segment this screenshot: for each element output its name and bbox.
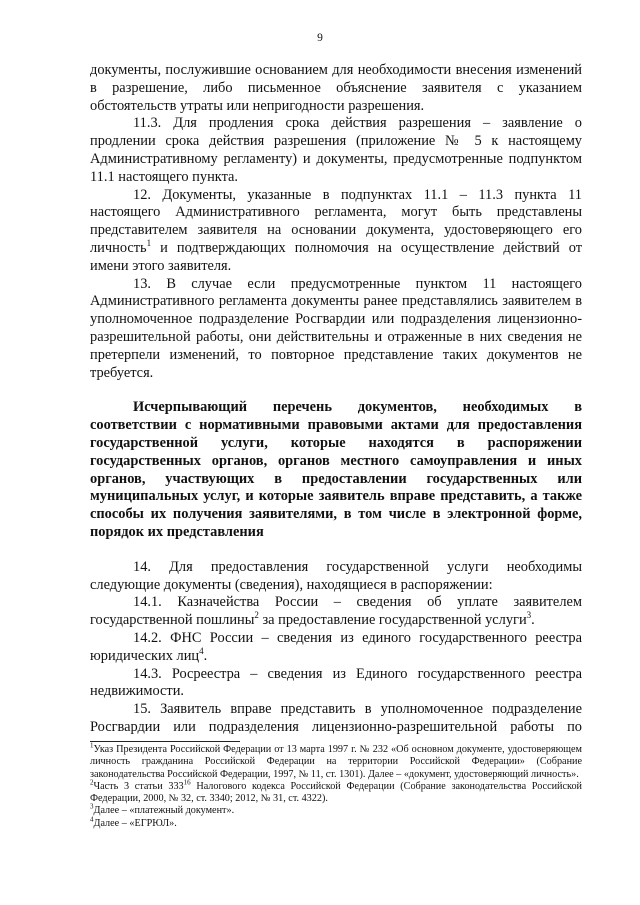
paragraph-continuation: документы, послужившие основанием для необходимости внесения изменений в разрешение, либо письменное объяснение заявителя с указанием обстоятельств утраты или непригодности разрешения. bbox=[90, 62, 582, 114]
footnote-ref-2: 2 bbox=[254, 610, 259, 621]
footnote-ref-1: 1 bbox=[146, 238, 152, 249]
footnote-2-mark: 2 bbox=[90, 778, 94, 787]
paragraph-14-3: 14.3. Росреестра – сведения из Единого государственного реестра недвижимости. bbox=[90, 665, 582, 700]
footnote-3-mark: 3 bbox=[90, 803, 94, 812]
spacer bbox=[90, 542, 582, 559]
footnote-4 bbox=[90, 815, 582, 830]
footnote-2-article-sup: 16 bbox=[183, 778, 191, 787]
footnote-2 bbox=[90, 778, 583, 806]
paragraph-14-1-text-c: . bbox=[531, 612, 535, 629]
section-heading: Исчерпывающий перечень документов, необходимых в соответствии с нормативными правовыми актами для предоставления государственной услуги, которые находятся в распоряжении государственных органов, органов местного самоуправления и иных органов, участвующих в предоставлении государственных или муниципальных услуг, и которые заявитель вправе представить, а также способы их получения заявителями, в том числе в электронной форме, порядок их представления bbox=[90, 399, 582, 540]
paragraph-14-2 bbox=[90, 630, 582, 666]
paragraph-14-1-text-a: 14.1. Казначейства России – сведения об уплате заявителем государственной пошлины bbox=[90, 594, 582, 629]
footnote-1-text: Указ Президента Российской Федерации от 13 марта 1997 г. № 232 «Об основном документе, удостоверяющем личность гражданина Российской Федерации на территории Российской Федерации» (Собрание законодательства Российской Федерации, 1997, № 11, ст. 1301). Далее – «документ, удостоверяющий личность». bbox=[90, 744, 582, 780]
paragraph-15: 15. Заявитель вправе представить в уполномоченное подразделение Росгвардии или подразделения лицензионно-разрешительной работы по bbox=[90, 701, 582, 735]
footnote-3 bbox=[90, 805, 582, 817]
footnote-3-text: Далее – «платежный документ». bbox=[93, 805, 235, 817]
footnote-separator bbox=[90, 741, 240, 742]
paragraph-11-3: 11.3. Для продления срока действия разрешения – заявление о продлении срока действия разрешения (приложение № 5 к настоящему Административному регламенту) и документы, предусмотренные подпунктом 11.1 настоящего пункта. bbox=[90, 115, 582, 185]
footnote-4-mark: 4 bbox=[90, 815, 94, 824]
paragraph-12-text-a: 12. Документы, указанные в подпунктах 11.1 – 11.3 пункта 11 настоящего Административного регламента, могут быть представлены представителем заявителя на основании документа, удостоверяющего его личность bbox=[90, 186, 582, 256]
footnote-ref-3: 3 bbox=[526, 610, 532, 621]
page-number: 9 bbox=[317, 32, 323, 44]
paragraph-14-1 bbox=[90, 594, 582, 630]
footnotes bbox=[90, 741, 583, 830]
footnote-2-text-b: Налогового кодекса Российской Федерации (Собрание законодательства Российской Федерации, 2000, № 32, ст. 3340; 2012, № 31, ст. 4322). bbox=[90, 780, 583, 805]
footnote-1 bbox=[90, 741, 582, 781]
footnote-4-text: Далее – «ЕГРЮЛ». bbox=[93, 817, 177, 829]
paragraph-14: 14. Для предоставления государственной услуги необходимы следующие документы (сведения), находящиеся в распоряжении: bbox=[90, 558, 582, 593]
footnote-1-mark: 1 bbox=[90, 741, 94, 750]
footnote-ref-4: 4 bbox=[199, 645, 204, 656]
paragraph-14-1-text-b: за предоставление государственной услуги bbox=[258, 612, 527, 629]
footnote-2-text-a: Часть 3 статьи 333 bbox=[93, 780, 184, 792]
paragraph-14-2-text-a: 14.2. ФНС России – сведения из единого государственного реестра юридических лиц bbox=[90, 629, 582, 664]
paragraph-12 bbox=[90, 187, 582, 276]
paragraph-14-2-text-b: . bbox=[203, 647, 208, 664]
paragraph-12-text-b: и подтверждающих полномочия на осуществление действий от имени этого заявителя. bbox=[90, 239, 582, 274]
page-body bbox=[90, 62, 582, 737]
paragraph-13: 13. В случае если предусмотренные пунктом 11 настоящего Административного регламента документы ранее представлялись заявителем в уполномоченное подразделение Росгвардии или подразделения лицензионно-разрешительной работы, они действительны и отраженные в них сведения не претерпели изменений, то повторное представление таких документов не требуется. bbox=[90, 275, 582, 381]
